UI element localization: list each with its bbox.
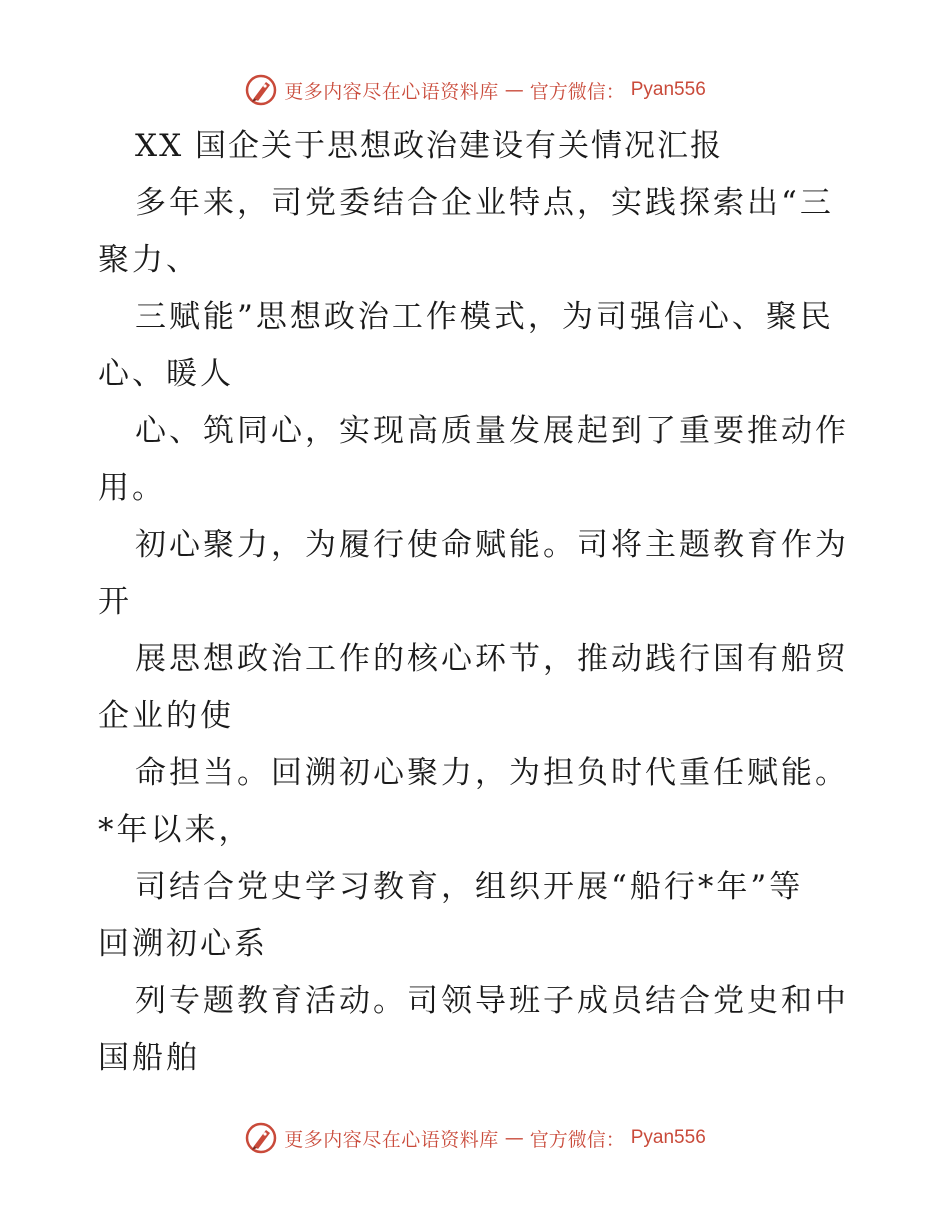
pen-nib-circle-icon [244,73,278,107]
pen-nib-circle-icon [244,1121,278,1155]
watermark-contact-label: 官方微信： [529,80,625,103]
paragraph-line: 多年来，司党委结合企业特点，实践探索出“三 [135,185,834,221]
paragraph-line: *年以来， [98,812,253,848]
paragraph-line: 国船舶 [98,1040,200,1076]
watermark-text: 更多内容尽在心语资料库 [284,80,499,103]
paragraph-line: 司结合党史学习教育，组织开展“船行*年”等 [135,869,804,905]
paragraph-line: 企业的使 [98,698,234,734]
paragraph-line: 聚力、 [98,242,200,278]
document-title: XX 国企关于思想政治建设有关情况汇报 [135,128,723,164]
paragraph-line: 命担当。回溯初心聚力，为担负时代重任赋能。 [135,755,849,791]
paragraph-line: 展思想政治工作的核心环节，推动践行国有船贸 [135,641,849,677]
paragraph-line: 三赋能”思想政治工作模式，为司强信心、聚民 [135,299,834,335]
paragraph-line: 开 [98,584,132,620]
watermark-contact-label: 官方微信： [529,1128,625,1151]
paragraph-line: 初心聚力，为履行使命赋能。司将主题教育作为 [135,527,849,563]
watermark-separator: — [504,79,524,101]
document-body [98,118,858,1087]
watermark-contact-id: Pyan556 [630,79,706,100]
watermark-text: 更多内容尽在心语资料库 [284,1128,499,1151]
paragraph-line: 列专题教育活动。司领导班子成员结合党史和中 [135,983,849,1019]
paragraph-line: 用。 [98,470,166,506]
paragraph-line: 回溯初心系 [98,926,268,962]
watermark-contact-id: Pyan556 [630,1127,706,1148]
paragraph-line: 心、筑同心，实现高质量发展起到了重要推动作 [135,413,849,449]
footer-watermark [0,1118,950,1158]
watermark-separator: — [504,1127,524,1149]
paragraph-line: 心、暖人 [98,356,234,392]
header-watermark [0,70,950,110]
